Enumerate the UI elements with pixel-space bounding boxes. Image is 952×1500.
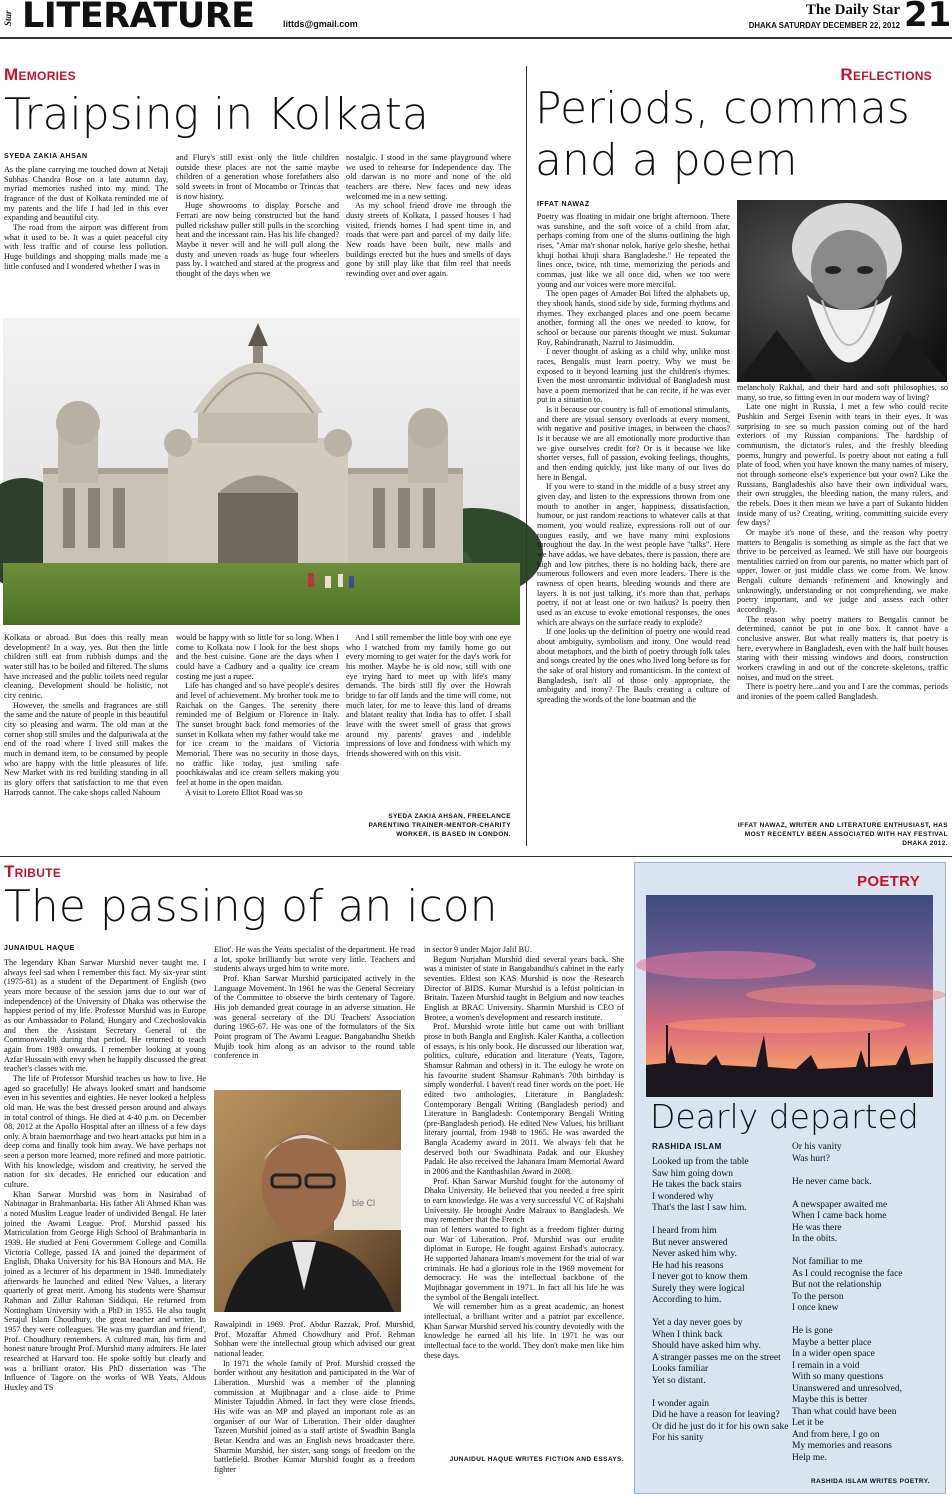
paragraph: If you were to stand in the middle of a busy street any given day, and listen to the expressions thrown from one mouth to another in anger, happiness, dissatisfaction, humour, or just random reactions to whatever calls at that moment, you would realize, expressions roll out of our tongues easily, and we have many mini explosions throughout the day. In the west people have "talks". Here we have addas, we have debates, there is passion, there are high and low pitches, there is no holding back, there are numerous followers and even more leaders. There is the rawness of open hearts, bleeding wounds and there are layers. It is not just talking, it's more than that, perhaps poetry, if not at least one or two haikus? Is poetry then used as an excuse to evoke emotional responses, the ones which are always on the surface ready to explode? <box>537 482 730 627</box>
reflections-headline-line1: Periods, commas <box>535 83 910 134</box>
paragraph: Or maybe it's none of these, and the reason why poetry matters to Bengalis is something as simple as the fact that we thrive to be perceived as learned. We still have our bourgeois mentalities carried on from our parents, no matter which part of upper, lower or just middle class we come from. We know Bengali culture demands refinement and knowingly and unknowingly, understanding or not comprehending, we make poetry important, and we judge and assess each other accordingly. <box>737 527 948 615</box>
reflections-credit: IFFAT NAWAZ, WRITER AND LITERATURE ENTHUSIAST, HAS MOST RECENTLY BEEN ASSOCIATED WITH HAY FESTIVAL DHAKA 2012. <box>737 822 948 847</box>
paragraph: The open pages of Amader Boi lifted the alphabets up, they shook hands, stood side by side, forming rhythms and rhymes. They exchanged places and one poem became another, forming all the ones we needed to know, for school or because our parents thought we must. Sukumar Roy, Rabindranath, Nazrul to Jasimuddin. <box>537 289 730 347</box>
memories-col2-bottom <box>176 633 339 845</box>
paragraph: If one looks up the definition of poetry one would read about ambiguity, symbolism and irony. One would read about metaphors, and the birth of poetry through folk tales and songs created by the ones who lived long before us for the sake of oral history and romanticism. In the context of Bangladesh, isn't all of those only appropriate, the ambiguity and irony? The Bauls creating a culture of spreading the words of the lone boatman and the <box>537 627 730 704</box>
paragraph: man of letters wanted to fight as a freedom fighter during our War of Liberation. Prof. Murshid was our erudite diplomat in Europe. He fought against Ershad's autocracy. He supported Jahanara Imam's movement for the trial of war criminals. He had a glorious role in the 1969 movement for democracy. He was the intellectual backbone of the Mujibnagar government in 1971. In fact all his life he was the symbol of the Bengali intellect. <box>424 1225 624 1302</box>
tribute-col3 <box>424 945 624 1453</box>
photo-background-text: ble Cl <box>352 1198 376 1208</box>
paragraph: would be happy with so little for so long. When I come to Kolkata now I look for the best shops and the best cuisine. Gone are the days when I could have a Cadbury and a quality ice cream costing me just a rupee. <box>176 633 339 681</box>
paragraph: Poetry was floating in midair one bright afternoon. There was sunshine, and the soft voice of a child from afar, perhaps coming from one of the slums outlining the high rises, "Amar ma'r shonar nolok, hariye gelo sheshe, hethai khuji hothai khuji shara Bangladeshe." He repeated the lines once, twice, nth time, memorizing the periods and commas, just like we all once did, when we too were young and our voices were more merciful. <box>537 212 730 289</box>
paragraph: Prof. Khan Sarwar Murshid participated actively in the Language Movement. In 1961 he was the General Secretary of the Committee to observe the birth centenary of Tagore. His job demanded great courage in an adverse situation. He was general secretary of the DU Teachers' Association during 1965-67. He was one of the formulators of the Six Point program of The Awami League. Bangabandhu Sheikh Mujib took him along as an advisor to the round table conference in <box>214 973 415 1061</box>
photo-illustration <box>3 318 520 625</box>
masthead-rule <box>0 37 952 39</box>
tribute-col2-top <box>214 945 415 1085</box>
murshid-photo <box>214 1090 401 1312</box>
poetry-headline: Dearly departed <box>650 1097 919 1136</box>
photo-illustration <box>646 895 933 1097</box>
section-divider <box>0 856 952 857</box>
paragraph: Prof. Khan Sarwar Murshid fought for the autonomy of Dhaka University. He believed that you needed a free spirit to earn knowledge. He was a very successful VC of Rajshahi University. He brought Andre Malraux to Bangladesh. We may remember that the French <box>424 1176 624 1225</box>
paragraph: nostalgic. I stood in the same playground where we used to rehearse for Independence day. The old darwan is no more and none of the old teachers are there. New faces and new ideas welcomed me in a new setting. <box>346 153 511 201</box>
paragraph: As the plane carrying me touched down at Netaji Subhas Chandra Bose on a late autumn day, myriad memories rushed into my mind. The fragrance of the dust of Kolkata reminded me of my parents and the life I had led in this ever expanding and beautiful city. <box>4 165 168 223</box>
reflections-col2 <box>737 383 948 841</box>
portrait-illustration <box>737 200 947 382</box>
paragraph: Begum Nurjahan Murshid died several years back. She was a minister of state in Bangabandhu's cabinet in the early seventies. Eldest son KAS Murshid is now the Research Director of BIDS. Kumar Murshid is a leftist politician in Britain. Tazeen Murshid taught in Belgium and now teaches English at BRAC University. Sharmin Murshid is CEO of Brotee, a women's development and research institute. <box>424 954 624 1022</box>
paragraph: As my school friend drove me through the dusty streets of Kolkata, I passed houses I had visited, friends homes I had spent time in, and roads that were part and parcel of my daily life. New roads have been built, new malls and buildings erected but the hues and smells of days gone by still play like that film reel that needs rewinding over and over again. <box>346 201 511 278</box>
reflections-kicker: Reflections <box>840 65 932 84</box>
poem-col1: Looked up from the table Saw him going down He takes the back stairs I wondered why That's the last I saw him. I heard from him But never answered Never asked him why. He had his reasons I never got to know them Surely they were logical According to him. Yet a day never goes by When I think back Should have asked him why. A stranger passes me on the street Looks familiar Yet so distant. I wonder again Did he have a reason for leaving? Or did he just do it for his own sake For his sanity <box>652 1157 789 1443</box>
paragraph: The life of Professor Murshid teaches us how to live. He aged so gracefully! He always looked smart and handsome even in his seventies and eighties. He never looked a helpless old man. He was the best dressed person around and always in total control of things. He died at 4-40 p.m. on December 08, 2012 at the Apollo Hospital after an illness of a few days only. A brain haemorrhage and two heart attacks put him in a deep coma and finally took him away. We have perhaps not seen a person more learned, more refined and more patriotic. With his knowledge, wisdom and creativity, he served the nation for six decades. He enriched our education and culture. <box>4 1073 206 1190</box>
section-title: LITERATURE <box>22 0 255 36</box>
tribute-col2-bottom <box>214 1320 415 1498</box>
memories-col3-bottom <box>346 633 511 783</box>
paragraph: Late one night in Russia, I met a few who could recite Pushkin and Sergei Esenin with tears in their eyes. It was surprising to see so much passion coming out of the hard exteriors of my Russian companions. The hardship of communism, the dictator's rules, and the freshly bleeding poems, hungry and powerful. Is poetry about not eating a full plate of food, when you have known the many names of misery, not through someone else's experience but your own? Like the Russians, Bangladeshis also have their own individual wars, their own struggles, the bleeding nation, the many rulers, and the rebels. Does it then mean we have a part of Sukanto hidden inside many of us? Creating, writing, committing suicide every few days? <box>737 402 948 528</box>
tribute-headline: The passing of an icon <box>4 881 498 932</box>
tribute-credit: JUNAIDUL HAQUE WRITES FICTION AND ESSAYS. <box>449 1456 624 1463</box>
victoria-memorial-photo <box>3 318 520 625</box>
memories-kicker: Memories <box>4 65 76 84</box>
poetry-kicker: POETRY <box>857 873 920 890</box>
paragraph: In 1971 the whole family of Prof. Murshid crossed the border without any hesitation and participated in the War of Liberation. Murshid was a member of the planning commission at Mujibnagar and a close aide to Prime Minister Tajuddin Ahmed. In fact they were close friends. His wife was an MP and played an important role as an organiser of our War of Liberation. Their older daughter Tazeen Murshid joined as a staff artiste of Swadhin Bangla Betar Kendra and was an English news broadcaster there. Sharmin Murshid, her sister, sang songs of freedom on the battlefield. Brother Kumar Murshid fought as a freedom fighter <box>214 1358 415 1474</box>
paragraph: The road from the airport was different from what it used to be. It was a quiet peaceful city with less traffic and of course less pollution. Huge buildings and shopping malls made me a little confused and I wondered whether I was in <box>4 222 168 271</box>
paragraph: Life has changed and so have people's desires and level of achievement. My brother took me to Raichak on the Ganges. The serenity there reminded me of Belgium or Florence in Italy. The sunset brought back fond memories of the sunset in Kolkata when my father would take me for ice cream to the maidans of Victoria Memorial. There was no security in those days, no traffic like today, just smiling safe poochkawalas and ice cream sellers making you feel at home in the open maidan. <box>176 681 339 787</box>
paragraph: However, the smells and fragrances are still the same and the nature of people in this beautiful city so pleasing and warm. The old man at the corner shop still smiles and the dalpuriwala at the end of the road where I lived still makes the much in demand item, to be consumed by people who are happy with the little pleasures of life. New Market with its red building standing in all its glory offers that satisfaction to me that even Harrods cannot. The cake shops called Nahoum <box>4 700 168 797</box>
paragraph: Rawalpindi in 1969. Prof. Abdur Razzak, Prof. Murshid, Prof. Mozaffar Ahmed Chowdhury and Prof. Rehman Sobhan were the intellectual group which advised our great national leader. <box>214 1320 415 1358</box>
paragraph: We will remember him as a great academic, an honest intellectual, a brilliant writer and a patriot par excellence. Khan Sarwar Murshid served his country devotedly with the knowledge he earned all his life. In 1971 he was our intellectual face to the world. They don't make men like him these days. <box>424 1302 624 1360</box>
paragraph: The legendary Khan Sarwar Murshid never taught me. I always feel sad when I remember this fact. My six-year stint (1975-81) as a student of the Department of English (two years more because of the session jams due to our war of independence) of the University of Dhaka was otherwise the happiest period of my life. Professor Murshid was in Europe as our Ambassador to Poland, Hungary and Czechoslovakia and then the Assistant Secretary General of the Commonwealth during that period. He returned to teach again from 1983 onwards. I remember looking at young Azfar Hussain with envy when he happily discussed the great teacher's classes with me. <box>4 958 206 1074</box>
reflections-headline-line2: and a poem <box>535 135 798 186</box>
paragraph: Kolkata or abroad. But does this really mean development? In a way, yes. But then the little children still eat from rubbish dumps and the water still has to be boiled and filtered. The slums have increased and the public toilets need regular cleaning. Development should be holistic, not city centric. <box>4 633 168 700</box>
paragraph: The reason why poetry matters to Bengalis cannot be determined, cannot be put in one box. It cannot have a conclusive answer. But what really matters is, that poetry is here, everywhere in Bangladesh, even with the half built houses staring with their missing windows and doors, construction workers crawling in and out of the concrete skeletons, traffic noises, and mud on the street. <box>737 614 948 682</box>
memories-byline: SYEDA ZAKIA AHSAN <box>4 153 88 160</box>
column-divider <box>526 66 527 846</box>
paragraph: Khan Sarwar Murshid was born in Nasirabad of Nabinagar in Brahmanbaria. His father Ali Ahmed Khan was a noted Muslim League leader of undivided Bengal. He later joined the Awami League. Prof. Murshid passed his Matriculation from George High School of Brahmanbaria in 1939. He studied at Feni Government College and Comilla Victoria College, passed IA and joined the department of English, Dhaka University for his BA Honours and MA. He joined as a lecturer of his department in 1948. Immediately afterwards he launched and edited New Values, a literary quarterly of great merit. Among his students were Shamsur Rahman and Zillur Rahman Siddiqui. He returned from Nottingham University with a PhD in 1955. He also taught Serajul Islam Choudhury, the great teacher and writer. In 1957 they were colleagues. 'He was my guardian and friend', Prof. Choudhury remembers. A cultured man, his firm and honest nature brought Prof. Murshid many admirers. He later researched at Harvard too. He spoke softly but clearly and was a brilliant orator. His PhD dissertation was 'The Influence of Tagore on the works of WB Yeats, Aldous Huxley and TS <box>4 1189 206 1392</box>
paragraph: Eliot'. He was the Yeats specialist of the department. He read a lot, spoke brilliantly but wrote very little. Teachers and students always urged him to write more. <box>214 945 415 974</box>
tagore-portrait <box>737 200 947 382</box>
reflections-byline: IFFAT NAWAZ <box>537 201 590 208</box>
section-email[interactable]: littds@gmail.com <box>283 19 358 29</box>
tribute-byline: JUNAIDUL HAQUE <box>4 945 75 952</box>
paragraph: melancholy Rakhal, and their hard and soft philosophies, so many, so true, so fitting even in our modern way of living? <box>737 383 948 402</box>
dateline: DHAKA SATURDAY DECEMBER 22, 2012 <box>748 21 900 30</box>
poetry-byline: RASHIDA ISLAM <box>652 1142 722 1151</box>
reflections-col1 <box>537 212 730 839</box>
sunset-photo <box>646 895 933 1097</box>
page-number: 21 <box>904 0 952 35</box>
poetry-credit: RASHIDA ISLAM WRITES POETRY. <box>810 1478 930 1485</box>
paragraph: Is it because our country is full of emotional stimulants, and there are visual sensory overloads at every moment, with negative and positive images, in between the chaos? Is it because we are all emotionally more productive than we give ourselves credit for? Or is it because we like shorter verses, full of passion, evoking feelings, thoughts, and then ending quickly, just like many of our lives do here in Bengal. <box>537 405 730 482</box>
memories-col3-top <box>346 153 511 311</box>
tribute-col1 <box>4 958 206 1498</box>
poem-col2: Or his vanity Was hurt? He never came back. A newspaper awaited me When I came back home He was there In the obits. Not familiar to me As I could recognise the face But not the relationship To the person I once knew He is gone Maybe a better place In a wider open space I remain in a void With so many questions Unanswered and unresolved, Maybe this is better Than what could have been Let it be And from here, I go on My memories and reasons Help me. <box>792 1142 903 1463</box>
memories-credit: SYEDA ZAKIA AHSAN, FREELANCE PARENTING TRAINER-MENTOR-CHARITY WORKER, IS BASED IN LONDON. <box>368 813 511 838</box>
paragraph: Huge showrooms to display Porsche and Ferrari are now being constructed but the hand pulled rickshaw puller still pulls in the scorching heat and the incessant rain. Has his life changed? Maybe it never will and he will pull along the dusty and uneven roads as huge four wheelers pass by. I watched and stared at the progress and thought of the days when we <box>176 201 339 278</box>
paragraph: and Flury's still exist only the little children outside these places are not the same maybe children of a generation whose forefathers also sold sweets in front of Mocambo or Trincas that is now history. <box>176 153 339 201</box>
paragraph: in sector 9 under Major Jalil BU. <box>424 945 533 954</box>
paragraph: There is poetry here...and you and I are the commas, periods and ironies of the poem called Bangladesh. <box>737 682 948 701</box>
masthead-logo: Star <box>3 10 13 26</box>
memories-headline: Traipsing in Kolkata <box>4 89 429 140</box>
paragraph: And I still remember the little boy with one eye who I watched from my family home go out every morning to get water for the day's work for his mother. Maybe he is old now, still with one eye trying hard to meet up with life's many demands. The birds still fly over the Howrah bridge to far off lands and the time will come, not much later, for me to leave this land of dreams and blatant reality that India has to offer. I shall leave with the sweet smell of grass that grows around my parents' graves and indelible impressions of love and fondness with which my friends showered with on this visit. <box>346 633 511 758</box>
paragraph: I never thought of asking as a child why, unlike most races, Bengalis must learn poetry. Why we must be exposed to it beyond learning just the children's rhymes. Even the most unromantic individual of Bangladesh must have a poem memorized that he can recite, if he was ever put in a situation to. <box>537 347 730 405</box>
paragraph: A visit to Loreto Elliot Road was so <box>185 787 303 797</box>
tribute-kicker: Tribute <box>4 862 62 881</box>
memories-col1-top <box>4 165 168 305</box>
paper-name: The Daily Star <box>805 2 900 18</box>
memories-col1-bottom <box>4 633 168 845</box>
memories-col2-top <box>176 153 339 311</box>
paragraph: Prof. Murshid wrote little but came out with brilliant prose in both Bangla and English. Kaler Kantha, a collection of essays, is his only book. He discussed our liberation war, politics, culture, education and literature (Yeats, Tagore, Shamsur Rahman and others) in it. The eulogy he wrote on his favourite student Shamsur Rahman's 70th birthday is simply wonderful. I haven't read finer words on the poet. He edited two anthologies, Literature in Bangladesh: Contemporary Bengali Writing (Bangladesh period) and Literature in Bangladesh: Contemporary Bengali Writing (pre-Bangladesh period). He edited New Values, his brilliant literary journal, from 1948 to 1965. He was awarded the Bangla Academy award in 2011. We always felt that he deserved both our Swadhinata Padak and our Ekushey Padak. He also received the Jahanara Imam Memorial Award in 2006 and the Kanthashilan Award in 2008. <box>424 1022 624 1177</box>
